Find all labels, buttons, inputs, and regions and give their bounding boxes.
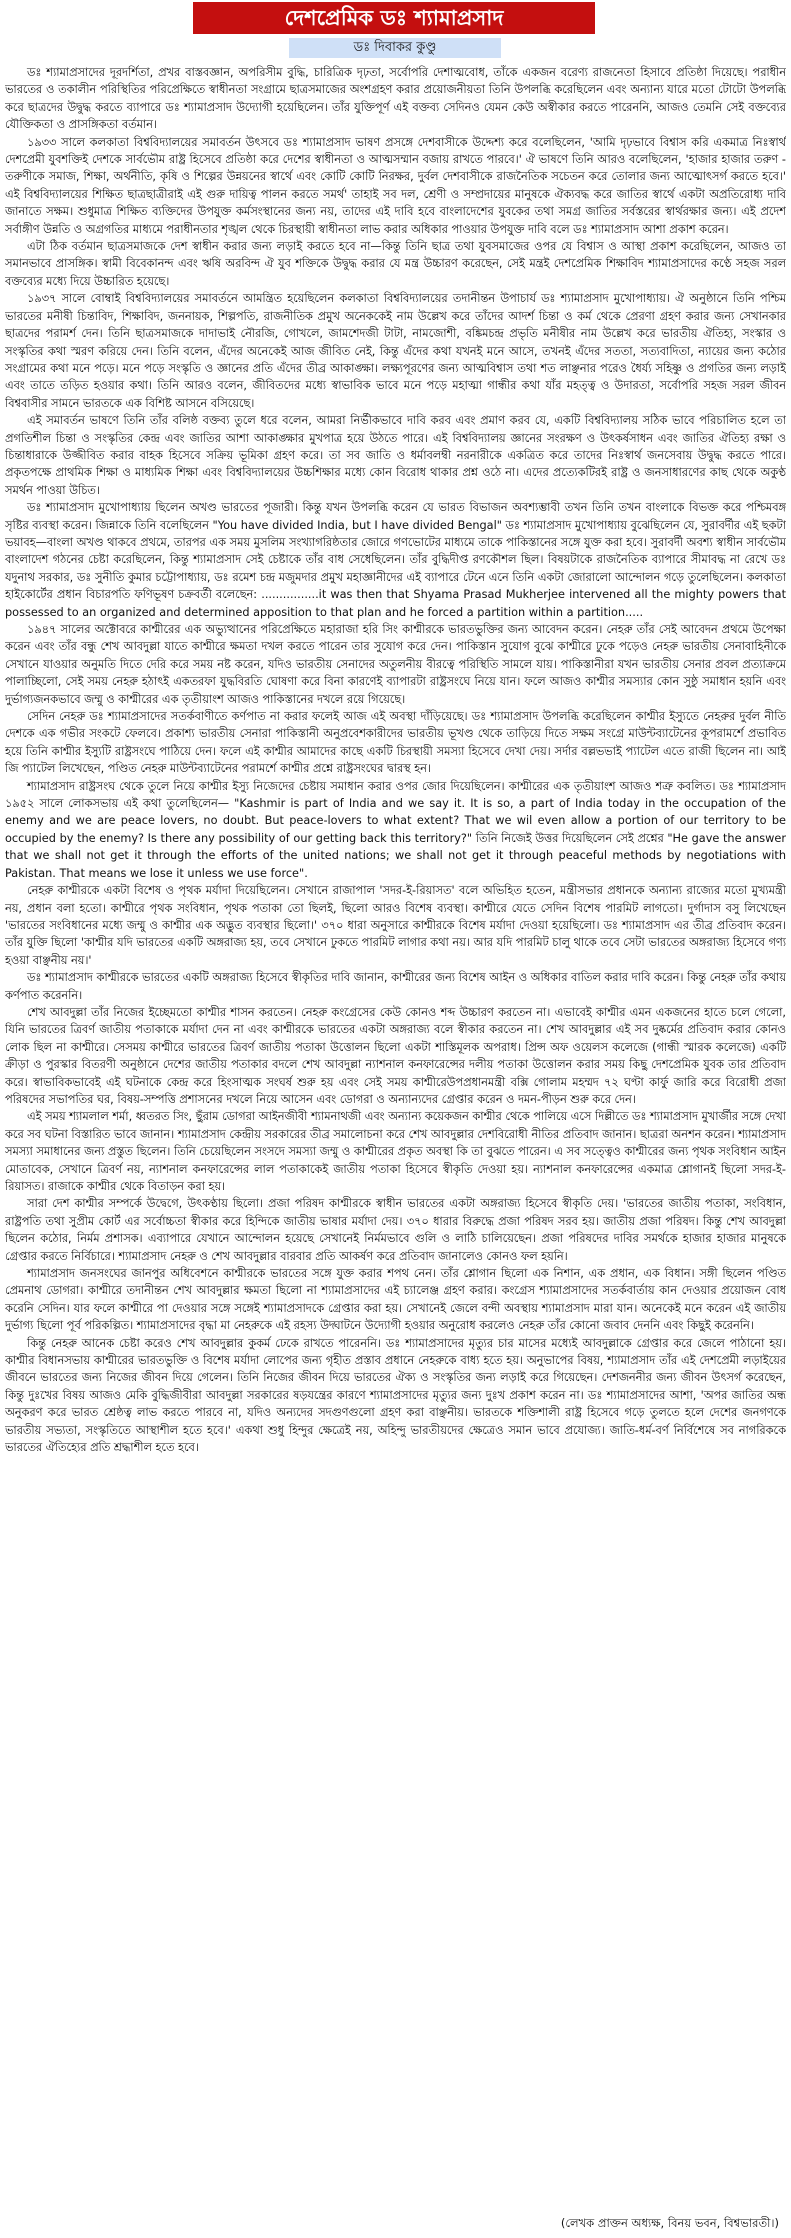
paragraph: কিন্তু নেহরু আনেক চেষ্টা করেও শেখ আবদুল্লার কুকর্ম ঢেকে রাখতে পারেননি। ডঃ শ্যামাপ্রসাদের মৃত্যুর চার মাসের মধ্যেই আবদুল্লাকে গ্রেপ্তার করে জেলে পাঠানো হয়। কাশ্মীর বিধানসভায় কাশ্মীরের ভারতভুক্তি ও বিশেষ মর্যাদা লোপের জন্য গৃহীত প্রস্তাব প্রধানে নেহরুকে বাধ্য হতে হয়। অনুভাপের বিষয়, শ্যামাপ্রসাদ তাঁর এই দেশপ্রেমী লড়াইয়ের জীবনে ভারতের জন্য নিজের জীবন দিয়ে গেলেন। তিনি নিজের জীবন দিয়ে ভারতের ঐক্য ও সংস্কৃতির জন্য লড়াই করে গিয়েছেন। দেশজননীর জন্য জীবন উৎসর্গ করেছেন, কিন্তু দুঃখের বিষয় আজও মেকি বুদ্ধিজীবীরা আবদুল্লা সরকারের ষড়যন্ত্রের কারণে শ্যামাপ্রসাদের মৃত্যুর জন্য দুঃখ প্রকাশ করেন না। ডঃ শ্যামাপ্রসাদের আশা, 'অপর জাতির অন্ধ অনুকরণ করে ভারত শ্রেষ্ঠত্ব লাভ করতে পারবে না, যদিও অন্যদের সদগুণগুলো গ্রহণ করা বাঞ্ছনীয়। ভারতকে শক্তিশালী রাষ্ট্র হিসেবে গড়ে তুলতে হলে দেশের জনগণকে ভারতীয় সভ্যতা, সংস্কৃতিতে আস্থাশীল হতে হবে।' একথা শুধু হিন্দুর ক্ষেত্রেই নয়, অহিন্দু ভারতীয়দের ক্ষেত্রেও সমান ভাবে প্রযোজ্য। জাতি-ধর্ম-বর্ণ নির্বিশেষে সব নাগরিককে ভারতের ঐতিহ্যের প্রতি শ্রদ্ধাশীল হতে হবে। xyxy=(5,1336,786,1455)
paragraph: শ্যামাপ্রসাদ জনসংঘের জানপুর অধিবেশনে কাশ্মীরকে ভারতের সঙ্গে যুক্ত করার শপথ নেন। তাঁর শ্লোগান ছিলো এক নিশান, এক প্রধান, এক বিধান। সঙ্গী ছিলেন পণ্ডিত প্রেমনাথ ডোগরা। কাশ্মীরে তদানীন্তন শেখ আবদুল্লার ক্ষমতা ছিলো না শ্যামাপ্রসাদের এই চ্যালেঞ্জ গ্রহণ করার। কংগ্রেস শ্যামাপ্রসাদের সতর্কবার্তায় কান দেওয়ার প্রয়োজন বোধ করেনি সেদিন। যার ফলে কাশ্মীরে পা দেওয়ার সঙ্গে সঙ্গেই শ্যামাপ্রসাদকে গ্রেপ্তার করা হয়। সেখানেই জেলে বন্দী অবস্থায় শ্যামাপ্রসাদ মারা যান। অনেকেই মনে করেন এই জাতীয় দুর্ভাগ্য ছিলো পূর্ব পরিকল্পিত। শ্যামাপ্রসাদের বৃদ্ধা মা নেহরুকে এই রহস্য উদ্ঘাটনে উদ্যোগী হওয়ার অনুরোধ করলেও নেহরু তাঁর কোনো জবাব দেননি এবং কিছুই করেননি। xyxy=(5,1267,786,1333)
paragraph: ১৯৩৭ সালে বোম্বাই বিশ্ববিদ্যালয়ের সমাবর্তনে আমন্ত্রিত হয়েছিলেন কলকাতা বিশ্ববিদ্যালয়ের তদানীন্তন উপাচার্য ডঃ শ্যামাপ্রসাদ মুখোপাধ্যায়। ঐ অনুষ্ঠানে তিনি পশ্চিম ভারতের মনীষী চিন্তাবিদ, শিক্ষাবিদ, জননায়ক, শিল্পপতি, রাজনীতিক প্রমুখ অনেককেই নাম উল্লেখ করে তাঁদের আদর্শ চিন্তা ও কর্ম থেকে প্রেরণা গ্রহণ করার জন্য সেখানকার ছাত্রদের পরামর্শ দেন। তিনি ছাত্রসমাজকে দাদাভাই নৌরজি, গোখলে, জামশেদজী টাটা, নামজোশী, বঙ্কিমচন্দ্র প্রভৃতি মনীষীর নাম উল্লেখ করে ভারতীয় ঐতিহ্য, সংস্কার ও সংস্কৃতির কথা স্মরণ করিয়ে দেন। তিনি বলেন, এঁদের অনেকেই আজ জীবিত নেই, কিন্তু এঁদের কথা যখনই মনে আসে, তখনই এঁদের সততা, সত্যবাদিতা, ন্যায়ের জন্য কঠোর সংগ্রামের কথা মনে পড়ে। মনে পড়ে সংস্কৃতি ও জ্ঞানের প্রতি এঁদের তীব্র আকাঙ্ক্ষা। লক্ষ্যপূরণের জন্য আত্মবিশ্বাস তথা শত লাঞ্ছনার পরেও ধৈর্য্য সহিষ্ণু ও প্রগতির জন্য লড়াই এবং তাতে তড়িত হওয়ার কথা। তিনি আরও বলেন, জীবিতদের মধ্যে স্বাভাবিক ভাবে মনে পড়ে মহাত্মা গান্ধীর কথা যাঁর মহত্ত্ব ও উদারতা, সর্বোপরি সহজ সরল জীবন বিশ্ববাসীর সামনে ভারতকে এক বিশিষ্ট আসনে বসিয়েছে। xyxy=(5,292,786,410)
author-note: (লেখক প্রাক্তন অধ্যক্ষ, বিনয় ভবন, বিশ্বভারতী।) xyxy=(560,2216,779,2230)
paragraph: এটা ঠিক বর্তমান ছাত্রসমাজকে দেশ স্বাধীন করার জন্য লড়াই করতে হবে না—কিন্তু তিনি ছাত্র তথা যুবসমাজের ওপর যে বিশ্বাস ও আস্থা প্রকাশ করেছিলেন, আজও তা সমানভাবে প্রাসঙ্গিক। স্বামী বিবেকানন্দ এবং ঋষি অরবিন্দ ঐ যুব শক্তিকে উদ্বুদ্ধ করার যে মন্ত্র উচ্চারণ করেছেন, সেই মন্ত্রই দেশপ্রেমিক শিক্ষাবিদ শ্যামাপ্রসাদের কণ্ঠে সহজ সরল বক্তব্যের মধ্যে দিয়ে উচ্চারিত হয়েছে। xyxy=(5,240,786,288)
paragraph: সেদিন নেহরু ডঃ শ্যামাপ্রসাদের সতর্কবাণীতে কর্ণপাত না করার ফলেই আজ এই অবস্থা দাঁড়িয়েছে। ডঃ শ্যামাপ্রসাদ উপলব্ধি করেছিলেন কাশ্মীর ইস্যুতে নেহরুর দুর্বল নীতি দেশকে এক গভীর সংকটে ফেলবে। প্রকাশ্য ভারতীয় সেনারা পাকিস্তানী অনুপ্রবেশকারীদের ভারতীয় ভূখণ্ড থেকে তাড়িয়ে দিতে সক্ষম সংগ্রে মাউন্টব্যাটেনের কূপরামর্শে প্রভাবিত হয়ে তিনি কাশ্মীর ইস্যুটি রাষ্ট্রসংঘে পাঠিয়ে দেন। ফলে এই কাশ্মীর আমাদের কাছে একটি চিরস্থায়ী সমস্যা হিসেবে দেখা দেয়। সর্দার বল্লভভাই প্যাটেল এতে রাজী ছিলেন না। আই জি প্যাটেল লিখেছেন, পণ্ডিত নেহরু মাউন্টব্যাটেনের পরামর্শে কাশ্মীর প্রশ্নে রাষ্ট্রসংঘের দ্বারস্থ হন। xyxy=(5,710,786,776)
article-title: দেশপ্রেমিক ডঃ শ্যামাপ্রসাদ xyxy=(193,2,595,34)
paragraph: ১৯৪৭ সালের অক্টোবরে কাশ্মীরের এক অভ্যুত্থানের পরিপ্রেক্ষিতে মহারাজা হরি সিং কাশ্মীরকে ভারতভুক্তির জন্য আবেদন করেন। নেহরু তাঁর সেই আবেদন প্রথমে উপেক্ষা করেন এবং তাঁর বন্ধু শেখ আবদুল্লা যাতে কাশ্মীরে ক্ষমতা দখল করতে পারেন তার সুযোগ করে দেন। পাকিস্তান সুযোগ বুঝে কাশ্মীরে ঢুকে পড়েও নেহরু ভারতীয় সেনাবাহিনীকে সেখানে যাওয়ার অনুমতি দিতে দেরি করে সময় নষ্ট করেন, যদিও ভারতীয় সেনাদের অতুলনীয় বীরত্বে পরিস্থিতি সামলে যায়। পাকিস্তানীরা যখন ভারতীয় সেনার প্রবল প্রত্যাক্রমে পালাচ্ছিলো, সেই সময় নেহরু হঠাৎই একতরফা যুদ্ধবিরতি ঘোষণা করে বিনা কারণেই ব্যাপারটা রাষ্ট্রসংঘে নিয়ে যান। ফলে আজও কাশ্মীর সমস্যার কোন সুষ্ঠু সমাধান হয়নি এবং দুর্ভাগ্যজনকভাবে জম্মু ও কাশ্মীরের এক তৃতীয়াংশ আজও পাকিস্তানের দখলে রয়ে গিয়েছে। xyxy=(5,623,786,706)
paragraph: ১৯৩৩ সালে কলকাতা বিশ্ববিদ্যালয়ের সমাবর্তন উৎসবে ডঃ শ্যামাপ্রসাদ ভাষণ প্রসঙ্গে দেশবাসীকে উদ্দেশ্য করে বলেছিলেন, 'আমি দৃঢ়ভাবে বিশ্বাস করি একমাত্র নিঃস্বার্থ দেশপ্রেমী যুবশক্তিই দেশকে সার্বভৌম রাষ্ট্র হিসেবে প্রতিষ্ঠা করে দেশের স্বাধীনতা ও আত্মসম্মান বজায় রাখতে পারবে।' ঐ ভাষণে তিনি আরও বলেছিলেন, 'হাজার হাজার তরুণ - তরুণীকে সমাজ, শিক্ষা, অর্থনীতি, কৃষি ও শিল্পের উন্নয়নের স্বার্থে এবং কোটি কোটি নিরক্ষর, দুর্বল দেশবাসীকে রাজনৈতিক সচেতন করে তোলার জন্য আত্মোৎসর্গ করতে হবে।' এই বিশ্ববিদ্যালয়ের শিক্ষিত ছাত্রছাত্রীরাই এই গুরু দায়িত্ব পালন করতে সমর্থ' তাহাই সব দল, শ্রেণী ও সম্প্রদায়ের মানুষকে ঐক্যবদ্ধ করে জাতির স্বার্থে একটা অপ্রতিরোধ্য দাবি জানাতে সক্ষম। শুধুমাত্র শিক্ষিত ব্যক্তিদের উপযুক্ত কর্মসংস্থানের জন্য নয়, তাদের এই দাবি হবে বাংলাদেশের যুবকের তথা সমগ্র জাতির সর্বস্তরের স্বার্থরক্ষার জন্য। এই প্রদেশ সর্বাঙ্গীণ উন্নতি ও অগ্রগতির মাধ্যমে পরাধীনতার শৃঙ্খল থেকে চিরস্থায়ী স্বাধীনতা লাভ করার অধিকার পাওয়ার উপযুক্ত দাবি বলে ডঃ শ্যামাপ্রসাদ আশা প্রকাশ করেন। xyxy=(5,135,786,236)
paragraph: ডঃ শ্যামাপ্রসাদ মুখোপাধ্যায় ছিলেন অখণ্ড ভারতের পূজারী। কিন্তু যখন উপলব্ধি করেন যে ভারত বিভাজন অবশ্যম্ভাবী তখন তিনি তখন বাংলাকে বিভক্ত করে পশ্চিমবঙ্গ সৃষ্টির ব্যবস্থা করেন। জিন্নাকে তিনি বলেছিলেন "You have divided India, but I have divided Bengal" ডঃ শ্যামাপ্রসাদ মুখোপাধ্যায় বুঝেছিলেন যে, সুরাবর্দীর এই ছকটা ভয়াবহ—বাংলা অখণ্ড থাকবে প্রথমে, তারপর এক সময় মুসলিম সংখ্যাগরিষ্ঠতার জোরে গণভোটের মাধ্যমে তাকে পাকিস্তানের সঙ্গে যুক্ত করা হবে। সুরাবর্দী অবশ্য স্বাধীন সার্বভৌম বাংলাদেশ গঠনের চেষ্টা করেছিলেন, কিন্তু শ্যামাপ্রসাদ সেই চেষ্টাকে তাঁর বাধ সেধেছিলেন। তাঁর বুদ্ধিদীপ্ত রণকৌশল ছিল। বিষয়টাকে রাজনৈতিক ব্যাপারে সীমাবদ্ধ না রেখে ডঃ যদুনাথ সরকার, ডঃ সুনীতি কুমার চট্টোপাধ্যায়, ডঃ রমেশ চন্দ্র মজুমদার প্রমুখ মহাজ্ঞানীদের এই ব্যাপারে টেনে এনে তিনি একটা জোরালো আন্দোলন গড়ে তুলেছিলেন। কলকাতা হাইকোর্টের প্রধান বিচারপতি ফণিভূষণ চক্রবর্তী বলেছেন: ................it was then that Shyama Prasad Mukherjee intervened all the mighty powers that possessed to an organized and determined apposition to that plan and he forced a partition within a partition..... xyxy=(5,501,786,619)
article-header xyxy=(0,0,791,58)
paragraph: এই সময় শ্যামলাল শর্মা, ধ্বতরত সিং, ছুঁরাম ডোগরা আইনজীবী শ্যামনাথজী এবং অন্যান্য কয়েকজন কাশ্মীর থেকে পালিয়ে এসে দিল্লীতে ডঃ শ্যামাপ্রসাদ মুখার্জীর সঙ্গে দেখা করে সব ঘটনা বিস্তারিত ভাবে জানান। শ্যামাপ্রসাদ কেন্দ্রীয় সরকারের তীব্র সমালোচনা করে শেখ আবদুল্লার দেশবিরোধী নীতির প্রতিবাদ জানান। ছাত্ররা অনশন করেন। শ্যামাপ্রসাদ সমস্যা সমাধানের জন্য প্রস্তুত ছিলেন। তিনি চেয়েছিলেন সংসদে সমস্যা জম্মু ও কাশ্মীরের প্রকৃত অবস্থা কি তা বুঝতে পারেন। এ সব সত্ত্বেও কাশ্মীরের জন্য পৃথক সংবিধান আইন মোতাবেক, সেখানে ত্রিবর্ণ নয়, ন্যাশনাল কনফারেন্সের লাল পতাকাকেই জাতীয় পতাকা হিসেবে স্বীকৃতি দেওয়া হয়। ন্যাশনাল কনফারেন্সের একমাত্র শ্লোগানই ছিলো সদর-ই-রিয়াসত। রাজাকে কাশ্মীর থেকে বিতাড়ন করা হয়। xyxy=(5,1110,786,1193)
paragraph: সারা দেশ কাশ্মীর সম্পর্কে উদ্বেগে, উৎকণ্ঠায় ছিলো। প্রজা পরিষদ কাশ্মীরকে স্বাধীন ভারতের একটা অঙ্গরাজ্য হিসেবে স্বীকৃতি দেয়। 'ভারতের জাতীয় পতাকা, সংবিধান, রাষ্ট্রপতি তথা সুপ্রীম কোর্ট এর সর্বোচ্চতা স্বীকার করে হিন্দিকে জাতীয় ভাষার মর্যাদা দেয়। ৩৭০ ধারার বিরুদ্ধে প্রজা পরিষদ সরব হয়। জাতীয় প্রজা পরিষদ। কিন্তু শেখ আবদুল্লা ছিলেন কঠোর, নির্মম প্রশাসক। এব্যাপারে যেখানে আন্দোলন হয়েছে সেখানেই নির্মমভাবে গুলি ও লাঠি চালিয়েছেন। প্রজা পরিষদের দাবির সমর্থকে হাজার হাজার মানুষকে গ্রেপ্তার করতে নির্বিচারে। শ্যামাপ্রসাদ নেহরু ও শেখ আবদুল্লার বারবার প্রতি আকর্ষণ করে প্রতিবাদ জানালেও কোনও ফল হয়নি। xyxy=(5,1197,786,1263)
paragraph: শেখ আবদুল্লা তাঁর নিজের ইচ্ছেমতো কাশ্মীর শাসন করতেন। নেহরু কংগ্রেসের কেউ কোনও শব্দ উচ্চারণ করতেন না। এভাবেই কাশ্মীর এমন একজনের হাতে চলে গেলো, যিনি ভারতের ত্রিবর্ণ জাতীয় পতাকাকে মর্যাদা দেন না এবং কাশ্মীরকে ভারতের একটা অঙ্গরাজ্য বলে স্বীকার করতেন না। শেখ আবদুল্লার এই সব দুষ্কর্মের প্রতিবাদ করার কোনও লোক ছিল না কাশ্মীরে। সেসময় কাশ্মীরে ভারতের ত্রিবর্ণ জাতীয় পতাকা উত্তোলন ছিলো একটা শাস্তিমূলক অপরাধ। প্রিন্স অফ ওয়েলস কলেজে (গান্ধী স্মারক কলেজে) একটি ক্রীড়া ও পুরস্কার বিতরণী অনুষ্ঠানে দেশের জাতীয় পতাকার বদলে শেখ আবদুল্লা ন্যাশনাল কনফারেন্সের দলীয় পতাকা উত্তোলন করার সময় কিছু দেশপ্রেমিক যুবক তার প্রতিবাদ করে। স্বাভাবিকভাবেই এই ঘটনাকে কেন্দ্র করে হিংসাত্মক সংঘর্ষ শুরু হয় এবং সেই সময় কাশ্মীরেউপপ্রধানমন্ত্রী বক্সি গোলাম মহম্মদ ৭২ ঘণ্টা কার্ফু জারি করে বিরোধী প্রজা পরিষদের সভাপতির ঘর, বিষয়-সম্পত্তি প্রশাসনের দখলে নিয়ে আসেন এবং ডোগরা ও অন্যান্যদের গ্রেপ্তার করেন ও দমন-পীড়ন শুরু করে দেন। xyxy=(5,1005,786,1106)
paragraph: নেহরু কাশ্মীরকে একটা বিশেষ ও পৃথক মর্যাদা দিয়েছিলেন। সেখানে রাজাপাল 'সদর-ই-রিয়াসত' বলে অভিহিত হতেন, মন্ত্রীসভার প্রধানকে অন্যান্য রাজ্যের মতো মুখ্যমন্ত্রী নয়, প্রধান বলা হতো। কাশ্মীরে পৃথক সংবিধান, পৃথক পতাকা তো ছিলই, ছিলো আরও বিশেষ ব্যবস্থা। কাশ্মীরে যেতে সেদিন বিশেষ পারমিট লাগতো। দুর্গাদাস বসু লিখেছেন 'ভারতের সংবিধানের মধ্যে জম্মু ও কাশ্মীর এক অদ্ভুত ব্যবস্থার ছিলো।' ৩৭০ ধারা অনুসারে কাশ্মীরকে বিশেষ মর্যাদা দেওয়া হয়েছিলো। ডঃ শ্যামাপ্রসাদ এর তীব্র প্রতিবাদ করেন। তাঁর যুক্তি ছিলো 'কাশ্মীর যদি ভারতের একটি অঙ্গরাজ্য হয়, তবে সেখানে ঢুকতে পারমিট লাগার কথা নয়। আর যদি পারমিট চালু থাকে তবে সেটা ভারতের অঙ্গরাজ্য হিসেবে গণ্য হওয়া বাঞ্ছনীয় নয়।' xyxy=(5,884,786,967)
paragraph: ডঃ শ্যামাপ্রসাদের দূরদর্শিতা, প্রখর বাস্তবজ্ঞান, অপরিসীম বুদ্ধি, চারিত্রিক দৃঢ়তা, সর্বোপরি দেশাত্মবোধ, তাঁকে একজন বরেণ্য রাজনেতা হিসাবে প্রতিষ্ঠা দিয়েছে। পরাধীন ভারতের ও তকালীন পরিস্থিতির পরিপ্রেক্ষিতে স্বাধীনতা সংগ্রামে ছাত্রসমাজের অংশগ্রহণ করার প্রয়োজনীয়তা তিনি উপলব্ধি করেছিলেন এবং অন্যান্য যারে মতো টোটো উপলব্ধি করে ছাত্রদের উদ্বুদ্ধ করতে ব্যাপারে ডঃ শ্যামাপ্রসাদ উদ্যোগী হয়েছিলেন। তাঁর যুক্তিপূর্ণ এই বক্তব্য সেদিনও যেমন কেউ অস্বীকার করতে পারেননি, আজও তেমনি সেই বক্তব্যের যৌক্তিকতা ও প্রাসঙ্গিকতা বর্তমান। xyxy=(5,66,786,132)
paragraph: শ্যামাপ্রসাদ রাষ্ট্রসংঘ থেকে তুলে নিয়ে কাশ্মীর ইস্যু নিজেদের চেষ্টায় সমাধান করার ওপর জোর দিয়েছিলেন। কাশ্মীরের এক তৃতীয়াংশ আজও শত্রু কবলিত। ডঃ শ্যামাপ্রসাদ ১৯৫২ সালে লোকসভায় এই কথা তুলেছিলেন— "Kashmir is part of India and we say it. It is so, a part of India today in the occupation of the enemy and we are peace lovers, no doubt. But peace-lovers to what extent? That we wil even allow a portion of our territory to be occupied by the enemy? Is there any possibility of our getting back this territory?" তিনি নিজেই উত্তর দিয়েছিলেন সেই প্রশ্নের "He gave the answer that we shall not get it through the efforts of the united nations; we shall not get it through peaceful methods by negotiations with Pakistan. That means we lose it unless we use force". xyxy=(5,779,786,880)
article-author: ডঃ দিবাকর কুণ্ডু xyxy=(289,38,501,58)
paragraph: এই সমাবর্তন ভাষণে তিনি তাঁর বলিষ্ঠ বক্তব্য তুলে ধরে বলেন, আমরা নির্ভীকভাবে দাবি করব এবং প্রমাণ করব যে, একটি বিশ্ববিদ্যালয় সঠিক ভাবে পরিচালিত হলে তা প্রগতিশীল চিন্তা ও সংস্কৃতির কেন্দ্র এবং জাতির আশা আকাঙ্ক্ষার মুখপাত্র হয়ে উঠতে পারে। এই বিশ্ববিদ্যালয় জ্ঞানের সংরক্ষণ ও উৎকর্ষসাধন এবং জাতির ঐতিহ্য রক্ষা ও চিন্তাধারাকে উজ্জীবিত করার বাহক হিসেবে সক্রিয় ভূমিকা গ্রহণ করে। তা সব জাতি ও ধর্মাবলম্বী নরনারীকে একত্রিত করে তাদের নিঃস্বার্থ জনসেবায় উদ্বুদ্ধ করতে পারে। প্রকৃতপক্ষে প্রাথমিক শিক্ষা ও মাধ্যমিক শিক্ষা এবং বিশ্ববিদ্যালয়ের উচ্চশিক্ষার মধ্যে কোন বিরোধ থাকার প্রশ্ন ওঠে না। এদের প্রত্যেকটিরই রাষ্ট্র ও জনসাধারণের কাছ থেকে অকুণ্ঠ সমর্থন পাওয়া উচিত। xyxy=(5,414,786,497)
paragraph: ডঃ শ্যামাপ্রসাদ কাশ্মীরকে ভারতের একটি অঙ্গরাজ্য হিসেবে স্বীকৃতির দাবি জানান, কাশ্মীরের জন্য বিশেষ আইন ও অধিকার বাতিল করার দাবি করেন। কিন্তু নেহরু তাঁর কথায় কর্ণপাত করেননি। xyxy=(5,971,786,1002)
article-body xyxy=(5,64,786,2209)
